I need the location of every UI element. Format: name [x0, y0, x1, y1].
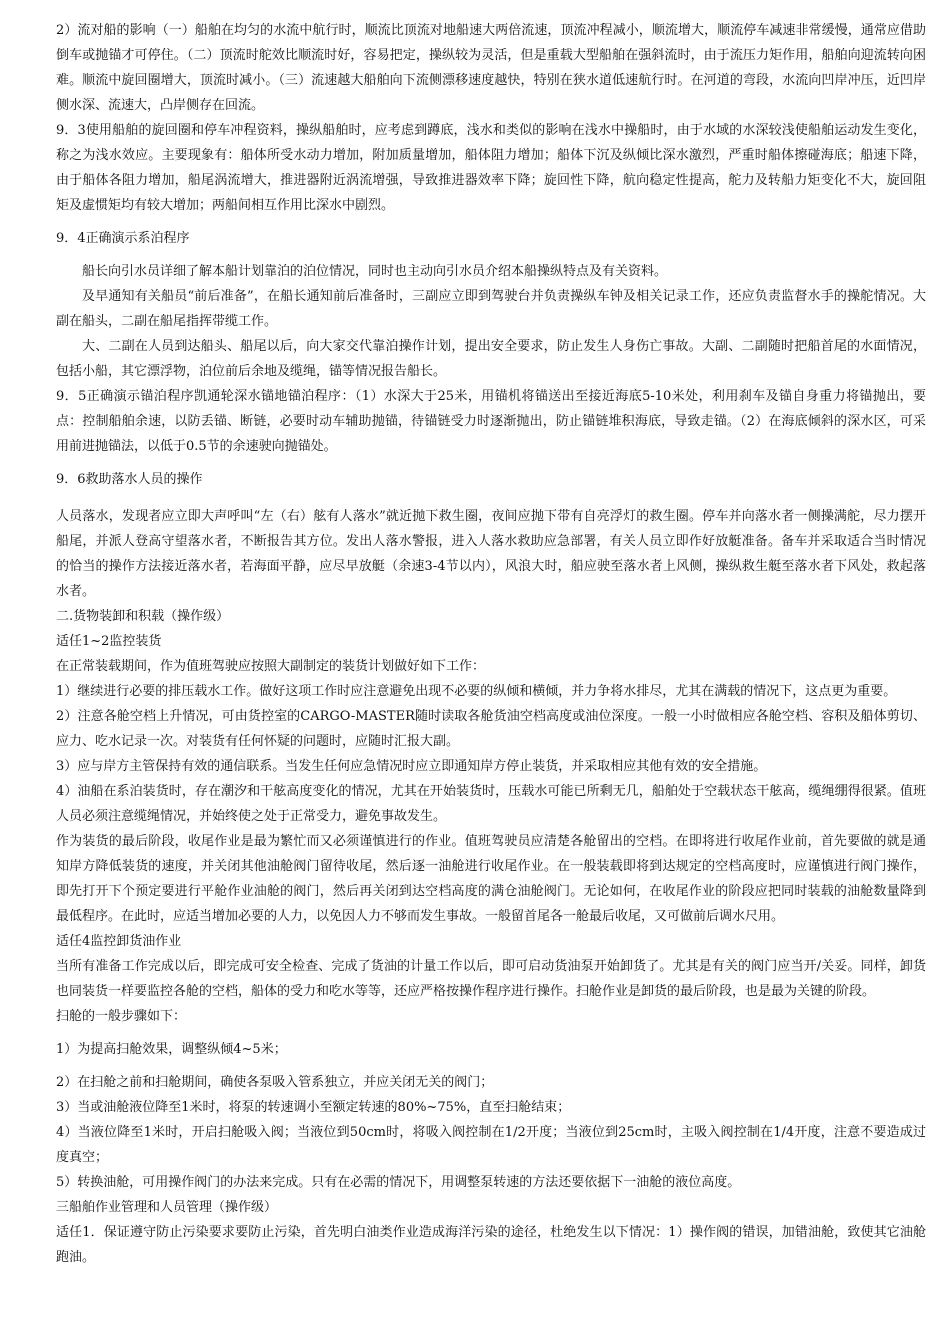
heading-cargo-handling: 二.货物装卸和积载（操作级） — [56, 609, 230, 624]
heading-9-6-man-overboard: 9．6救助落水人员的操作 — [56, 472, 203, 487]
list-item-pump-speed: 3）当或油舱液位降至1米时，将泵的转速调小至额定转速的80%~75%，直至扫舱结束； — [56, 1100, 571, 1115]
heading-9-4-mooring: 9．4正确演示系泊程序 — [56, 231, 190, 246]
paragraph-discharge: 当所有准备工作完成以后，即完成可安全检查、完成了货油的计量工作以后，即可启动货油泵开始卸货了。尤其是有关的阀门应当开/关妥。同样，卸货也同装货一样要监控各舱的空档，船体的受力和吃水等等，还应严格按操作程序进行操作。扫舱作业是卸货的最后阶段，也是最为关键的阶段。 — [56, 959, 926, 999]
paragraph-mates-stations: 大、二副在人员到达船头、船尾以后，向大家交代靠泊操作计划，提出安全要求，防止发生人身伤亡事故。大副、二副随时把船首尾的水面情况，包括小船，其它漂浮物，泊位前后余地及缆绳，锚等情况报告船长。 — [56, 339, 926, 379]
list-item-change-tank: 5）转换油舱，可用操作阀门的办法来完成。只有在必需的情况下，用调整泵转速的方法还要依据下一油舱的液位高度。 — [56, 1175, 741, 1190]
paragraph-current-effect: 2）流对船的影响（一）船舶在均匀的水流中航行时，顺流比顶流对地船速大两倍流速，顶流冲程减小，顺流增大，顺流停车减速非常缓慢，通常应借助倒车或抛锚才可停住。（二）顶流时舵效比顺流时好，容易把定，操纵较为灵活，但是重载大型船舶在强斜流时，由于流压力矩作用，船舶向迎流转向困难。顺流中旋回圈增大，顶流时减小。（三）流速越大船舶向下流侧漂移速度越快，特别在狭水道低速航行时。在河道的弯段，水流向凹岸冲压，近凹岸侧水深、流速大，凸岸侧存在回流。 — [56, 23, 926, 113]
paragraph-pollution-prevention: 适任1．保证遵守防止污染要求要防止污染，首先明白油类作业造成海洋污染的途径，杜绝发生以下情况：1）操作阀的错误，加错油舱，致使其它油舱跑油。 — [56, 1225, 926, 1265]
heading-ship-management: 三船舶作业管理和人员管理（操作级） — [56, 1200, 278, 1215]
paragraph-moorings: 4）油船在系泊装货时，存在潮汐和干舷高度变化的情况，尤其在开始装货时，压载水可能已所剩无几，船舶处于空载状态干舷高，缆绳绷得很紧。值班人员必须注意缆绳情况，并始终使之处于正常受力，避免事故发生。 — [56, 784, 926, 824]
list-item-trim: 1）为提高扫舱效果，调整纵倾4~5米； — [56, 1042, 287, 1057]
paragraph-9-5-anchoring: 9．5正确演示锚泊程序凯通轮深水锚地锚泊程序：（1）水深大于25米，用锚机将锚送出至接近海底5-10米处，利用刹车及锚自身重力将锚抛出，要点：控制船舶余速，以防丢锚、断链，必要时动车辅助抛锚，待锚链受力时逐渐抛出，防止锚链堆积海底，导致走锚。（2）在海底倾斜的深水区，可采用前进抛锚法，以低于0.5节的余速驶向抛锚处。 — [56, 389, 926, 454]
paragraph-communication: 3）应与岸方主管保持有效的通信联系。当发生任何应急情况时应立即通知岸方停止装货，并采取相应其他有效的安全措施。 — [56, 759, 767, 774]
paragraph-ballast: 1）继续进行必要的排压载水工作。做好这项工作时应注意避免出现不必要的纵倾和横倾，并力争将水排尽，尤其在满载的情况下，这点更为重要。 — [56, 684, 897, 699]
document-page — [56, 18, 926, 1270]
list-item-suction-valve: 4）当液位降至1米时，开启扫舱吸入阀；当液位到50cm时，将吸入阀控制在1/2开度；当液位到25cm时，主吸入阀控制在1/4开度，注意不要造成过度真空； — [56, 1125, 926, 1165]
paragraph-loading-duties: 在正常装载期间，作为值班驾驶应按照大副制定的装货计划做好如下工作： — [56, 659, 486, 674]
list-item-isolate: 2）在扫舱之前和扫舱期间，确使各泵吸入管系独立，并应关闭无关的阀门； — [56, 1075, 494, 1090]
paragraph-ullage: 2）注意各舱空档上升情况，可由货控室的CARGO-MASTER随时读取各舱货油空档高度或油位深度。一般一小时做相应各舱空档、容积及船体剪切、应力、吃水记录一次。对装货有任何怀疑的问题时，应随时汇报大副。 — [56, 709, 926, 749]
paragraph-captain-pilot: 船长向引水员详细了解本船计划靠泊的泊位情况，同时也主动向引水员介绍本船操纵特点及有关资料。 — [82, 264, 668, 279]
paragraph-stripping-steps: 扫舱的一般步骤如下： — [56, 1009, 187, 1024]
paragraph-stations-notice: 及早通知有关船员“前后准备”，在船长通知前后准备时，三副应立即到驾驶台并负责操纵车钟及相关记录工作，还应负责监督水手的操舵情况。大副在船头，二副在船尾指挥带缆工作。 — [56, 289, 926, 329]
paragraph-man-overboard: 人员落水，发现者应立即大声呼叫“左（右）舷有人落水”就近抛下救生圈，夜间应抛下带有自亮浮灯的救生圈。停车并向落水者一侧操满舵，尽力摆开船尾，并派人登高守望落水者，不断报告其方位。发出人落水警报，进入人落水救助应急部署，有关人员立即作好放艇准备。备车并采取适合当时情况的恰当的操作方法接近落水者，若海面平静，应尽早放艇（余速3-4节以内），风浪大时，船应驶至落水者上风侧，操纵救生艇至落水者下风处，救起落水者。 — [56, 509, 926, 599]
paragraph-topping-off: 作为装货的最后阶段，收尾作业是最为繁忙而又必须谨慎进行的作业。值班驾驶员应清楚各舱留出的空档。在即将进行收尾作业前，首先要做的就是通知岸方降低装货的速度，并关闭其他油舱阀门留待收尾，然后逐一油舱进行收尾作业。在一般装载即将到达规定的空档高度时，应谨慎进行阀门操作，即先打开下个预定要进行平舱作业油舱的阀门，然后再关闭到达空档高度的满仓油舱阀门。无论如何，在收尾作业的阶段应把同时装载的油舱数量降到最低程序。在此时，应适当增加必要的人力，以免因人力不够而发生事故。一般留首尾各一舱最后收尾，又可做前后调水尺用。 — [56, 834, 926, 924]
heading-monitor-loading: 适任1~2监控装货 — [56, 634, 162, 649]
heading-monitor-discharge: 适任4监控卸货油作业 — [56, 934, 182, 949]
paragraph-9-3-shallow-water: 9．3使用船舶的旋回圈和停车冲程资料，操纵船舶时，应考虑到蹲底，浅水和类似的影响在浅水中操船时，由于水域的水深较浅使船舶运动发生变化，称之为浅水效应。主要现象有：船体所受水动力增加，附加质量增加，船体阻力增加；船体下沉及纵倾比深水激烈，严重时船体擦碰海底；船速下降，由于船体各阻力增加，船尾涡流增大，推进器附近涡流增强，导致推进器效率下降；旋回性下降，航向稳定性提高，舵力及转船力矩变化不大，旋回阻矩及虚惯矩均有较大增加；两船间相互作用比深水中剧烈。 — [56, 123, 926, 213]
